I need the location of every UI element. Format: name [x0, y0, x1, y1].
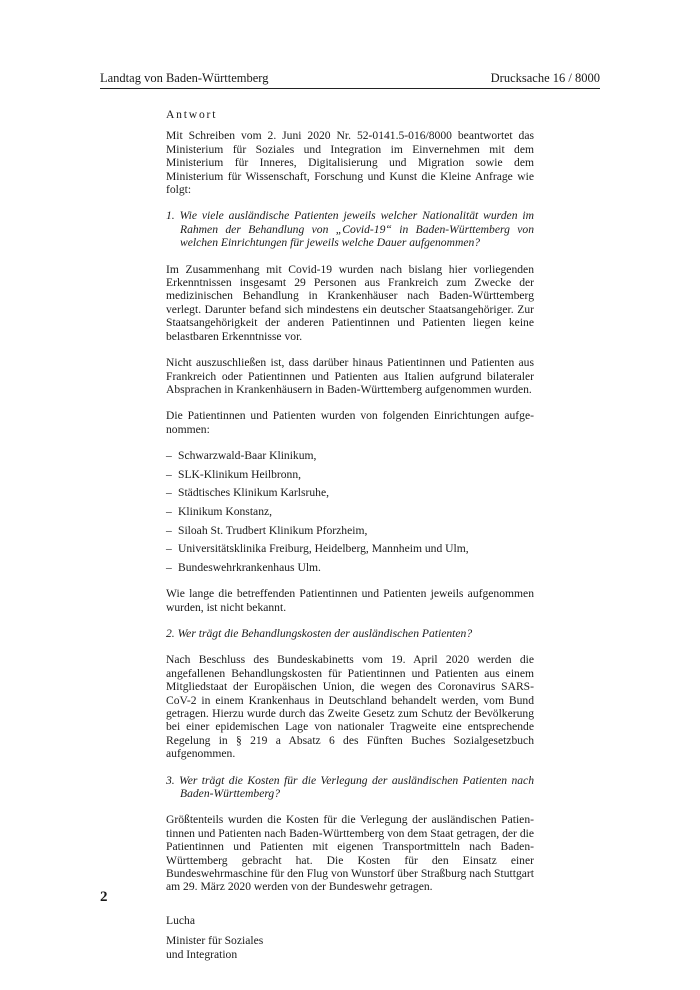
signature-name: Lucha	[166, 913, 195, 927]
list-item: – Bundeswehrkrankenhaus Ulm.	[166, 561, 534, 574]
question-3: 3. Wer trägt die Kosten für die Verlegung der ausländischen Patienten nach Baden-Württemberg?	[166, 773, 534, 800]
intro-paragraph: Mit Schreiben vom 2. Juni 2020 Nr. 52-0141.5-016/8000 beantwortet das Ministerium für Soziales und Integration im Einvernehmen mit dem Ministerium für Inneres, Digitalisierung und Migration sowie dem Ministerium für Wissenschaft, Forschung und Kunst die Kleine Anfrage wie folgt:	[166, 129, 534, 197]
answer-3: Größtenteils wurden die Kosten für die Verlegung der ausländischen Patientinnen und Patienten nach Baden-Württemberg von dem Staat getragen, der die Patientinnen und Patienten mit eigenen Transportmitteln nach Baden-Württemberg gebracht hat. Die Kosten für den Einsatz einer Bundeswehrmaschine für den Flug von Wunstorf über Straßburg nach Stuttgart am 29. März 2020 werden von der Bundeswehr getragen.	[166, 813, 534, 894]
signature-title-line-2: und Integration	[166, 947, 238, 961]
section-heading: Antwort	[166, 108, 218, 121]
answer-2: Nach Beschluss des Bundeskabinetts vom 19. April 2020 werden die angefallenen Behandlungskosten für Patientinnen und Patienten aus einem Mitgliedstaat der Europäischen Union, die wegen des Coronavirus SARS-CoV-2 in einem Krankenhaus in Deutschland behandelt werden, vom Bund getragen. Hierzu wurde durch das Zweite Gesetz zum Schutz der Bevölkerung bei einer epidemischen Lage von nationaler Tragweite eine entsprechende Regelung in § 219 a Absatz 6 des Fünften Buches Sozialgesetzbuch aufgenommen.	[166, 653, 534, 761]
list-item: – Siloah St. Trudbert Klinikum Pforzheim,	[166, 524, 534, 537]
institution-list	[166, 449, 534, 574]
answer-1-paragraph-2: Nicht auszuschließen ist, dass darüber hinaus Patientinnen und Patienten aus Frankreich oder Patientinnen und Patienten aus Italien aufgrund bilateraler Absprachen in Krankenhäusern in Baden-Württemberg aufgenommen wurden.	[166, 356, 534, 396]
list-item: – Klinikum Konstanz,	[166, 505, 534, 518]
list-item: – Schwarzwald-Baar Klinikum,	[166, 449, 534, 462]
answer-1-paragraph-3: Die Patientinnen und Patienten wurden von folgenden Einrichtungen aufgenommen:	[166, 409, 534, 436]
list-item: – Städtisches Klinikum Karlsruhe,	[166, 486, 534, 499]
list-item: – SLK-Klinikum Heilbronn,	[166, 468, 534, 481]
header-rule	[100, 88, 600, 89]
question-1: 1. Wie viele ausländische Patienten jeweils welcher Nationalität wurden im Rahmen der Behandlung von „Covid-19“ in Baden-Württemberg von welchen Einrichtungen für jeweils welche Dauer aufgenommen?	[166, 209, 534, 250]
header-document-number: Drucksache 16 / 8000	[490, 71, 600, 85]
header-institution: Landtag von Baden-Württemberg	[100, 71, 269, 85]
signature-title-line-1: Minister für Soziales	[166, 934, 264, 948]
question-2: 2. Wer trägt die Behandlungskosten der ausländischen Patienten?	[166, 626, 473, 640]
page-number: 2	[100, 889, 108, 905]
answer-1-paragraph-4: Wie lange die betreffenden Patientinnen und Patienten jeweils aufgenommen wurden, ist nicht bekannt.	[166, 587, 534, 614]
answer-1-paragraph-1: Im Zusammenhang mit Covid-19 wurden nach bislang hier vorliegenden Erkenntnissen insgesamt 29 Personen aus Frankreich zum Zwecke der medizinischen Behandlung in Krankenhäuser nach Baden-Württemberg verlegt. Darunter befand sich mindestens ein deutscher Staatsangehöriger. Zur Staatsangehörigkeit der anderen Patientinnen und Patienten liegen keine belastbaren Erkenntnisse vor.	[166, 262, 534, 343]
document-body	[166, 108, 534, 961]
list-item: – Universitätsklinika Freiburg, Heidelberg, Mannheim und Ulm,	[166, 542, 534, 555]
